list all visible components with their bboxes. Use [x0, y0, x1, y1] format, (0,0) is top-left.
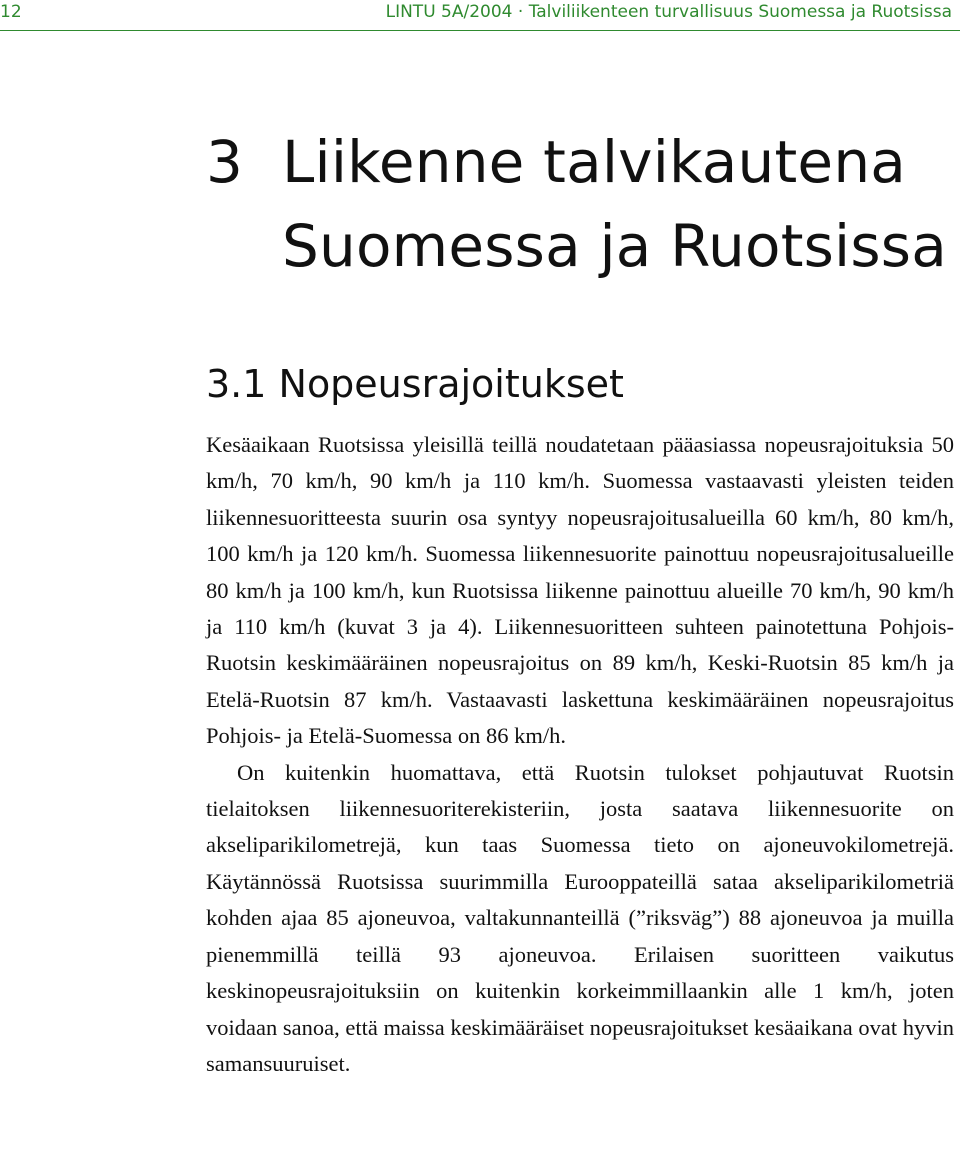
- chapter-title-line1: Liikenne talvikautena: [282, 128, 907, 196]
- section-title: 3.1 Nopeusrajoitukset: [206, 362, 624, 406]
- page-header: [0, 0, 960, 31]
- page-number: 12: [0, 2, 22, 22]
- chapter-title: [206, 120, 947, 288]
- chapter-number: 3: [206, 128, 244, 196]
- running-title: LINTU 5A/2004 · Talviliikenteen turvallisuus Suomessa ja Ruotsissa: [385, 2, 952, 22]
- paragraph-1: Kesäaikaan Ruotsissa yleisillä teillä noudatetaan pääasiassa nopeusrajoituksia 50 km/h, 70 km/h, 90 km/h ja 110 km/h. Suomessa vastaavasti yleisten teiden liikennesuoritteesta suurin osa syntyy nopeusrajoitusalueilla 60 km/h, 80 km/h, 100 km/h ja 120 km/h. Suomessa liikennesuorite painottuu nopeusrajoitusalueille 80 km/h ja 100 km/h, kun Ruotsissa liikenne painottuu alueille 70 km/h, 90 km/h ja 110 km/h (kuvat 3 ja 4). Liikennesuoritteen suhteen painotettuna Pohjois-Ruotsin keskimääräinen nopeusrajoitus on 89 km/h, Keski-Ruotsin 85 km/h ja Etelä-Ruotsin 87 km/h. Vastaavasti laskettuna keskimääräinen nopeusrajoitus Pohjois- ja Etelä-Suomessa on 86 km/h.: [206, 432, 954, 749]
- chapter-title-line2: Suomessa ja Ruotsissa: [282, 212, 947, 280]
- body-text: [206, 427, 954, 1082]
- paragraph-2: On kuitenkin huomattava, että Ruotsin tulokset pohjautuvat Ruotsin tielaitoksen liikennesuoriterekisteriin, josta saatava liikennesuorite on akseliparikilometrejä, kun taas Suomessa tieto on ajoneuvokilometrejä. Käytännössä Ruotsissa suurimmilla Eurooppateillä sataa akseliparikilometriä kohden ajaa 85 ajoneuvoa, valtakunnanteillä (”riksväg”) 88 ajoneuvoa ja muilla pienemmillä teillä 93 ajoneuvoa. Erilaisen suoritteen vaikutus keskinopeusrajoituksiin on kuitenkin korkeimmillaankin alle 1 km/h, joten voidaan sanoa, että maissa keskimääräiset nopeusrajoitukset kesäaikana ovat hyvin samansuuruiset.: [206, 759, 954, 1076]
